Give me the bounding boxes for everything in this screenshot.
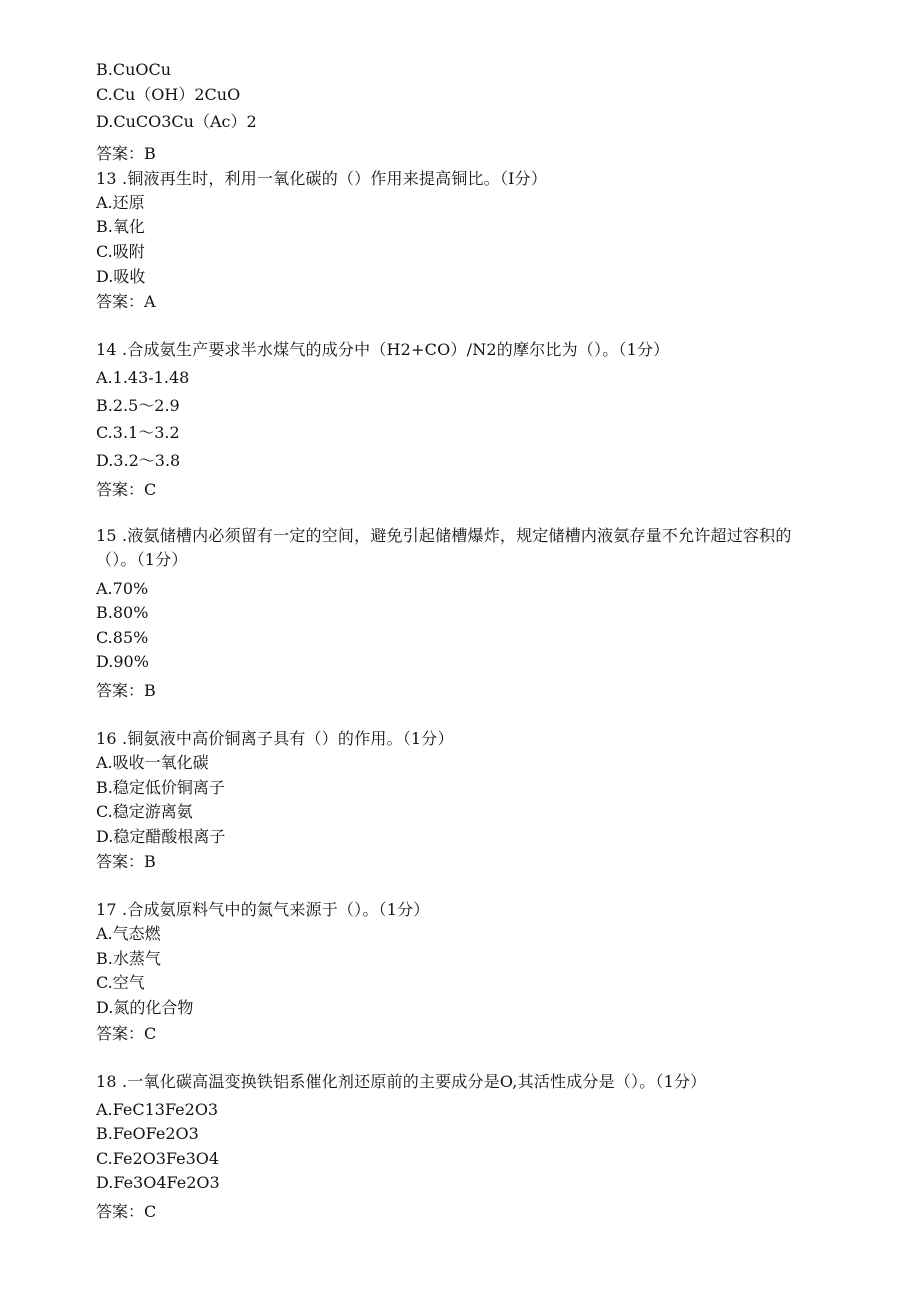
option-d: D.吸收 (96, 266, 146, 286)
answer: 答案：A (96, 292, 156, 312)
question-stem: 13 .铜液再生时，利用一氧化碳的（）作用来提高铜比。（I分） (96, 168, 548, 188)
option-d: D.90% (96, 652, 149, 672)
answer: 答案：B (96, 852, 156, 872)
option-b: B.80% (96, 603, 149, 623)
question-13 (96, 167, 826, 315)
option-b: B.水蒸气 (96, 948, 161, 968)
option-a: A.FeC13Fe2O3 (96, 1099, 219, 1119)
question-12-tail (96, 58, 826, 167)
question-17 (96, 898, 826, 1046)
option-c: C.吸附 (96, 241, 145, 261)
question-stem: 17 .合成氨原料气中的氮气来源于（）。（1分） (96, 900, 430, 920)
option-c: C.3.1～3.2 (96, 423, 180, 443)
option-d: D.3.2～3.8 (96, 450, 181, 470)
question-stem: 16 .铜氨液中高价铜离子具有（）的作用。（1分） (96, 728, 454, 748)
option-c: C.稳定游离氨 (96, 802, 193, 822)
option-c: C.85% (96, 627, 149, 647)
answer: 答案：C (96, 1202, 157, 1222)
option-c: C.Cu（OH）2CuO (96, 84, 241, 104)
option-d: D.Fe3O4Fe2O3 (96, 1173, 220, 1193)
document-page (96, 58, 826, 1225)
option-d: D.CuCO3Cu（Ac）2 (96, 112, 257, 132)
option-d: D.稳定醋酸根离子 (96, 826, 226, 846)
option-c: C.Fe2O3Fe3O4 (96, 1148, 220, 1168)
option-c: C.空气 (96, 973, 145, 993)
answer: 答案：C (96, 479, 157, 499)
answer: 答案：C (96, 1023, 157, 1043)
option-a: A.气态燃 (96, 924, 161, 944)
question-stem: 14 .合成氨生产要求半水煤气的成分中（H2+CO）/N2的摩尔比为（）。（1分） (96, 340, 670, 360)
option-b: B.FeOFe2O3 (96, 1124, 199, 1144)
question-14 (96, 338, 826, 502)
answer: 答案：B (96, 143, 156, 163)
question-18 (96, 1070, 826, 1225)
option-b: B.CuOCu (96, 60, 172, 79)
question-stem: 15 .液氨储槽内必须留有一定的空间，避免引起储槽爆炸，规定储槽内液氨存量不允许超过容积的（）。（1分） (96, 525, 792, 569)
question-15 (96, 524, 826, 704)
option-a: A.70% (96, 578, 149, 598)
answer: 答案：B (96, 680, 156, 700)
option-b: B.氧化 (96, 217, 145, 237)
option-b: B.稳定低价铜离子 (96, 777, 225, 797)
option-a: A.吸收一氧化碳 (96, 752, 209, 772)
option-a: A.还原 (96, 192, 145, 212)
question-16 (96, 727, 826, 875)
option-b: B.2.5～2.9 (96, 395, 180, 415)
question-stem: 18 .一氧化碳高温变换铁铝系催化剂还原前的主要成分是O,其活性成分是（）。（1分） (96, 1071, 707, 1091)
option-a: A.1.43-1.48 (96, 368, 190, 388)
option-d: D.氮的化合物 (96, 998, 194, 1018)
